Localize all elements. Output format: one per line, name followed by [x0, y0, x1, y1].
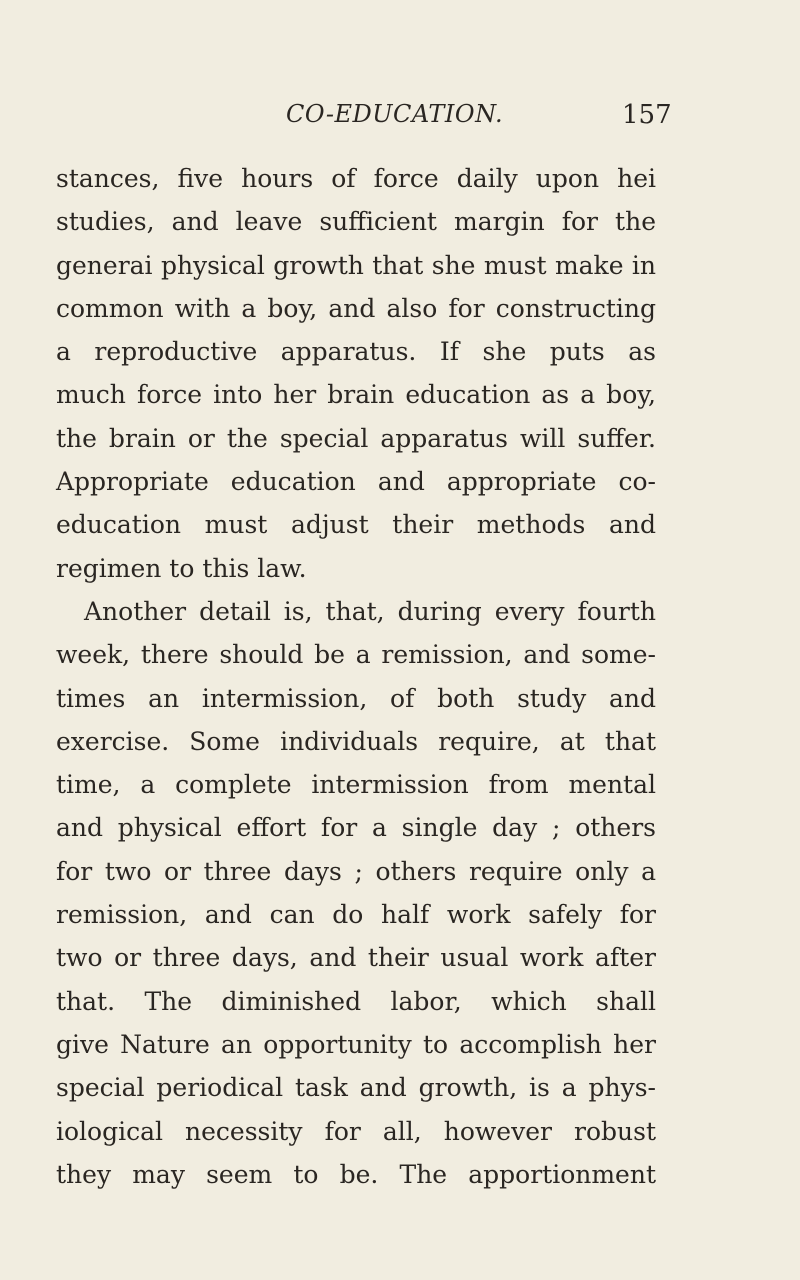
text-line: they may seem to be. The apportionment	[56, 1159, 656, 1189]
text-line: special periodical task and growth, is a phys-	[56, 1073, 656, 1103]
text-line: a reproductive apparatus. If she puts as	[56, 337, 656, 367]
text-line: time, a complete intermission from mental	[56, 770, 656, 800]
paragraph-start-line: Another detail is, that, during every fourth	[84, 596, 656, 626]
text-line: give Nature an opportunity to accomplish her	[56, 1029, 656, 1059]
text-line: stances, five hours of force daily upon hei	[56, 164, 656, 193]
text-line: studies, and leave sufficient margin for the	[56, 207, 656, 237]
text-line: two or three days, and their usual work after	[56, 943, 656, 973]
text-line: times an intermission, of both study and	[56, 683, 656, 713]
text-line: iological necessity for all, however robust	[56, 1116, 656, 1146]
text-line: for two or three days ; others require only a	[56, 856, 656, 886]
text-line: much force into her brain education as a boy,	[56, 380, 656, 410]
text-line: and physical effort for a single day ; others	[56, 813, 656, 843]
text-line: Appropriate education and appropriate co-	[56, 467, 656, 497]
text-line: common with a boy, and also for constructing	[56, 293, 656, 323]
text-line: the brain or the special apparatus will suffer.	[56, 423, 656, 453]
text-line: education must adjust their methods and	[56, 510, 656, 540]
text-line: week, there should be a remission, and some-	[56, 640, 656, 670]
running-head	[0, 100, 800, 140]
running-title: CO-EDUCATION.	[286, 100, 504, 128]
page-number: 157	[622, 100, 672, 130]
text-line: remission, and can do half work safely for	[56, 900, 656, 930]
paragraph-end-line: regimen to this law.	[56, 553, 307, 583]
body-text	[56, 157, 656, 1196]
text-line: generai physical growth that she must make in	[56, 250, 656, 280]
text-line: exercise. Some individuals require, at that	[56, 726, 656, 756]
text-line: that. The diminished labor, which shall	[56, 986, 656, 1016]
